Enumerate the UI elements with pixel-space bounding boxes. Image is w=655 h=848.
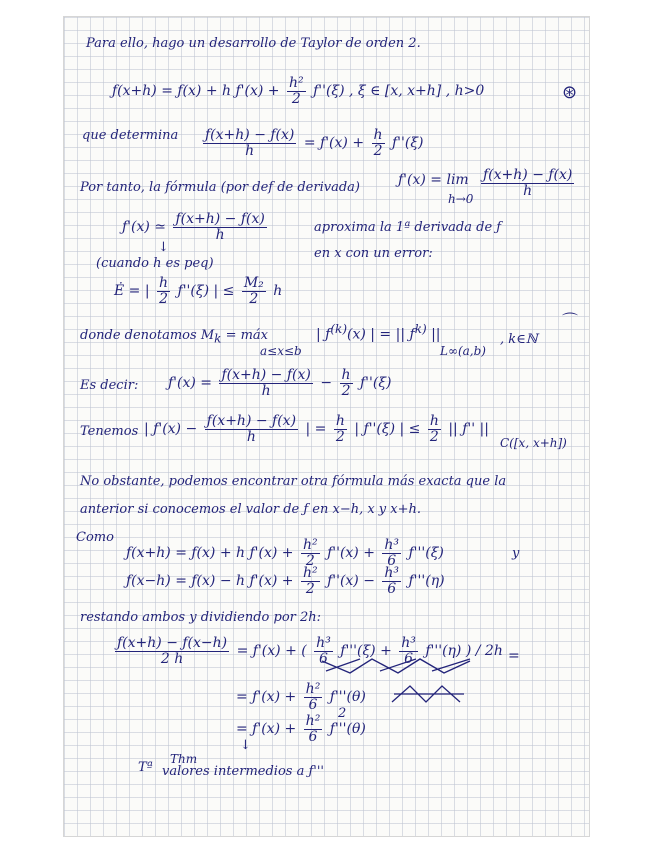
norm-definition — [316, 322, 441, 343]
error-bound — [114, 276, 282, 306]
equation-text: ƒ''(ξ) — [360, 375, 392, 392]
equation-text: || — [431, 326, 441, 343]
fraction — [481, 168, 574, 198]
equation-text: | ƒ — [316, 326, 331, 343]
fraction — [115, 636, 229, 666]
equation-text: ƒ'(x) ≃ — [122, 219, 167, 236]
fraction — [304, 682, 323, 712]
numerator: h² — [302, 565, 318, 581]
fraction — [340, 368, 353, 398]
equation-text: | ƒ''(ξ) | ≤ — [354, 421, 421, 438]
equation-text: = ƒ'(x) + ( — [236, 643, 307, 660]
denominator: h — [246, 428, 256, 445]
fraction — [287, 76, 306, 106]
fraction — [173, 212, 266, 242]
denominator-two: 2 — [338, 706, 347, 721]
down-arrow: ↓ — [158, 240, 169, 255]
fraction — [372, 128, 385, 158]
subscript: k — [214, 331, 222, 346]
no-obstante-line: No obstante, podemos encontrar otra fórmula más exacta que la — [80, 474, 507, 489]
como-label: Como — [76, 530, 114, 545]
taylor-lhs: ƒ(x+h) = ƒ(x) + h ƒ'(x) + — [112, 83, 280, 100]
norm-subscript: L∞(a,b) — [440, 344, 486, 358]
numerator: ƒ(x+h) − ƒ(x) — [483, 167, 573, 183]
sup-norm-subscript: C([x, x+h]) — [500, 436, 567, 450]
denominator: 6 — [308, 728, 318, 745]
approx-formula — [122, 212, 270, 242]
derivative-definition — [398, 172, 469, 188]
fraction — [203, 128, 296, 158]
numerator: h³ — [316, 635, 331, 651]
denominator: 2 — [249, 290, 259, 307]
numerator: ƒ(x+h) − ƒ(x) — [206, 413, 297, 429]
fraction — [382, 566, 401, 596]
numerator: M₂ — [243, 275, 264, 291]
equation-text: ƒ(x+h) = ƒ(x) + h ƒ'(x) + — [126, 545, 294, 562]
taylor-formula — [112, 76, 484, 106]
fraction — [301, 566, 320, 596]
equation-text: ƒ'''(η) — [408, 573, 445, 590]
superscript: (k) — [330, 322, 347, 336]
crossed-out-scribble — [320, 655, 480, 677]
valores-intermedios: valores intermedios a ƒ''' — [162, 764, 324, 779]
fraction — [219, 368, 312, 398]
equation-text: ƒ'''(θ) — [329, 721, 366, 738]
denominator: 2 — [305, 580, 315, 597]
es-decir-label: Es decir: — [80, 378, 139, 393]
tenemos-formula — [144, 414, 489, 444]
equation-text: ƒ'''(ξ) — [408, 545, 444, 562]
numerator: h³ — [401, 635, 416, 651]
tenemos-label: Tenemos — [80, 424, 139, 439]
denominator: 2 — [159, 290, 168, 307]
numerator: h³ — [384, 565, 400, 581]
margin-arc: ⌒ — [562, 311, 579, 330]
y-conjunction: y — [512, 546, 520, 561]
denominator: h — [261, 382, 271, 399]
equation-text: Ė = | — [114, 283, 150, 300]
numerator: h² — [305, 713, 321, 729]
denominator: 2 h — [160, 650, 184, 667]
derivative-definition-fraction — [478, 168, 577, 198]
max-range: a≤x≤b — [260, 344, 302, 358]
lim-text: ƒ'(x) = lim — [398, 172, 469, 188]
numerator: h — [335, 413, 345, 429]
denominator: h — [215, 226, 225, 243]
superscript: k) — [414, 322, 427, 336]
equation-text: = ƒ'(x) + — [303, 135, 365, 152]
difference-quotient-eq — [200, 128, 424, 158]
equation-text: ƒ'''(ξ) + — [340, 643, 392, 660]
fraction — [428, 414, 441, 444]
numerator: ƒ(x+h) − ƒ(x−h) — [117, 635, 228, 651]
equation-text: h — [273, 283, 283, 300]
k-in-n: , k∈ℕ — [500, 332, 538, 347]
denominator: 2 — [291, 90, 301, 107]
fraction — [301, 538, 320, 568]
fraction — [334, 414, 347, 444]
denominator: h — [523, 182, 533, 199]
numerator: h² — [302, 537, 318, 553]
fraction — [304, 714, 323, 744]
restando-line: restando ambos y dividiendo por 2h: — [80, 610, 322, 625]
equation-text: ƒ''(x) − — [327, 573, 375, 590]
intro-line: Para ello, hago un desarrollo de Taylor de orden 2. — [86, 36, 421, 51]
equals-sign: = — [508, 648, 520, 664]
equation-text: ƒ''(ξ) — [392, 135, 424, 152]
equation-text: ƒ'''(η) ) / 2h — [425, 643, 503, 660]
simplified-eq-2 — [236, 714, 366, 744]
equation-text: = máx — [225, 328, 268, 343]
denominator: 2 — [305, 552, 315, 569]
equation-text: ƒ''(x) + — [327, 545, 375, 562]
numerator: h³ — [384, 537, 400, 553]
denominator: 6 — [404, 650, 414, 667]
simplified-eq-1 — [236, 682, 366, 712]
aproxima-text: aproxima la 1ª derivada de ƒ — [314, 220, 502, 235]
cuando-note: (cuando h es peq) — [96, 256, 214, 271]
denominator: 6 — [387, 580, 397, 597]
equation-text: | ƒ'(x) − — [144, 421, 198, 438]
por-tanto-line: Por tanto, la fórmula (por def de derivada) — [80, 180, 360, 195]
equation-text: (x) | = || ƒ — [347, 326, 415, 343]
fraction — [382, 538, 401, 568]
denominator: 6 — [319, 650, 328, 667]
taylor-rest: ƒ''(ξ) , ξ ∈ [x, x+h] , h>0 — [313, 83, 485, 100]
equation-text: ƒ(x−h) = ƒ(x) − h ƒ'(x) + — [126, 573, 294, 590]
denominator: 2 — [335, 428, 345, 445]
numerator: h — [341, 367, 351, 383]
equation-text: | = — [305, 421, 327, 438]
numerator: ƒ(x+h) − ƒ(x) — [205, 127, 295, 143]
down-arrow-2: ↓ — [240, 738, 251, 753]
error-text: en x con un error: — [314, 246, 433, 261]
es-decir-formula — [168, 368, 392, 398]
numerator: ƒ(x+h) − ƒ(x) — [175, 211, 265, 227]
equation-text: ƒ''(ξ) | ≤ — [177, 283, 235, 300]
taylor-plus-h — [126, 538, 444, 568]
equation-text: donde denotamos M — [80, 328, 215, 343]
numerator: h — [373, 127, 383, 143]
star-marker: ⊛ — [562, 82, 578, 103]
equation-text: − — [320, 375, 333, 392]
equation-text: ƒ'''(θ) — [329, 689, 366, 706]
numerator: h — [159, 275, 169, 291]
denominator: 2 — [429, 428, 439, 445]
thm-annotation: Thm — [170, 752, 198, 766]
denominator: 2 — [373, 142, 383, 159]
fraction — [157, 276, 170, 306]
equation-text: || ƒ'' || — [448, 421, 489, 438]
equation-text: = ƒ'(x) + — [236, 689, 297, 706]
fraction — [205, 414, 298, 444]
fraction — [242, 276, 266, 306]
crossed-out-scribble — [390, 684, 470, 706]
tvi-label: Tª — [138, 760, 153, 775]
denominator: 6 — [308, 696, 318, 713]
denominator: 6 — [387, 552, 397, 569]
numerator: h — [429, 413, 439, 429]
anterior-line: anterior si conocemos el valor de ƒ en x−h, x y x+h. — [80, 502, 422, 517]
lim-subscript: h→0 — [448, 192, 474, 206]
donde-denotamos — [80, 328, 268, 346]
equation-text: ƒ'(x) = — [168, 375, 213, 392]
numerator: h² — [288, 75, 304, 91]
taylor-minus-h — [126, 566, 445, 596]
denominator: h — [245, 142, 255, 159]
numerator: h² — [305, 681, 321, 697]
equation-text: = ƒ'(x) + — [236, 721, 297, 738]
numerator: ƒ(x+h) − ƒ(x) — [221, 367, 311, 383]
que-determina-label: que determina — [82, 128, 179, 143]
denominator: 2 — [341, 382, 351, 399]
